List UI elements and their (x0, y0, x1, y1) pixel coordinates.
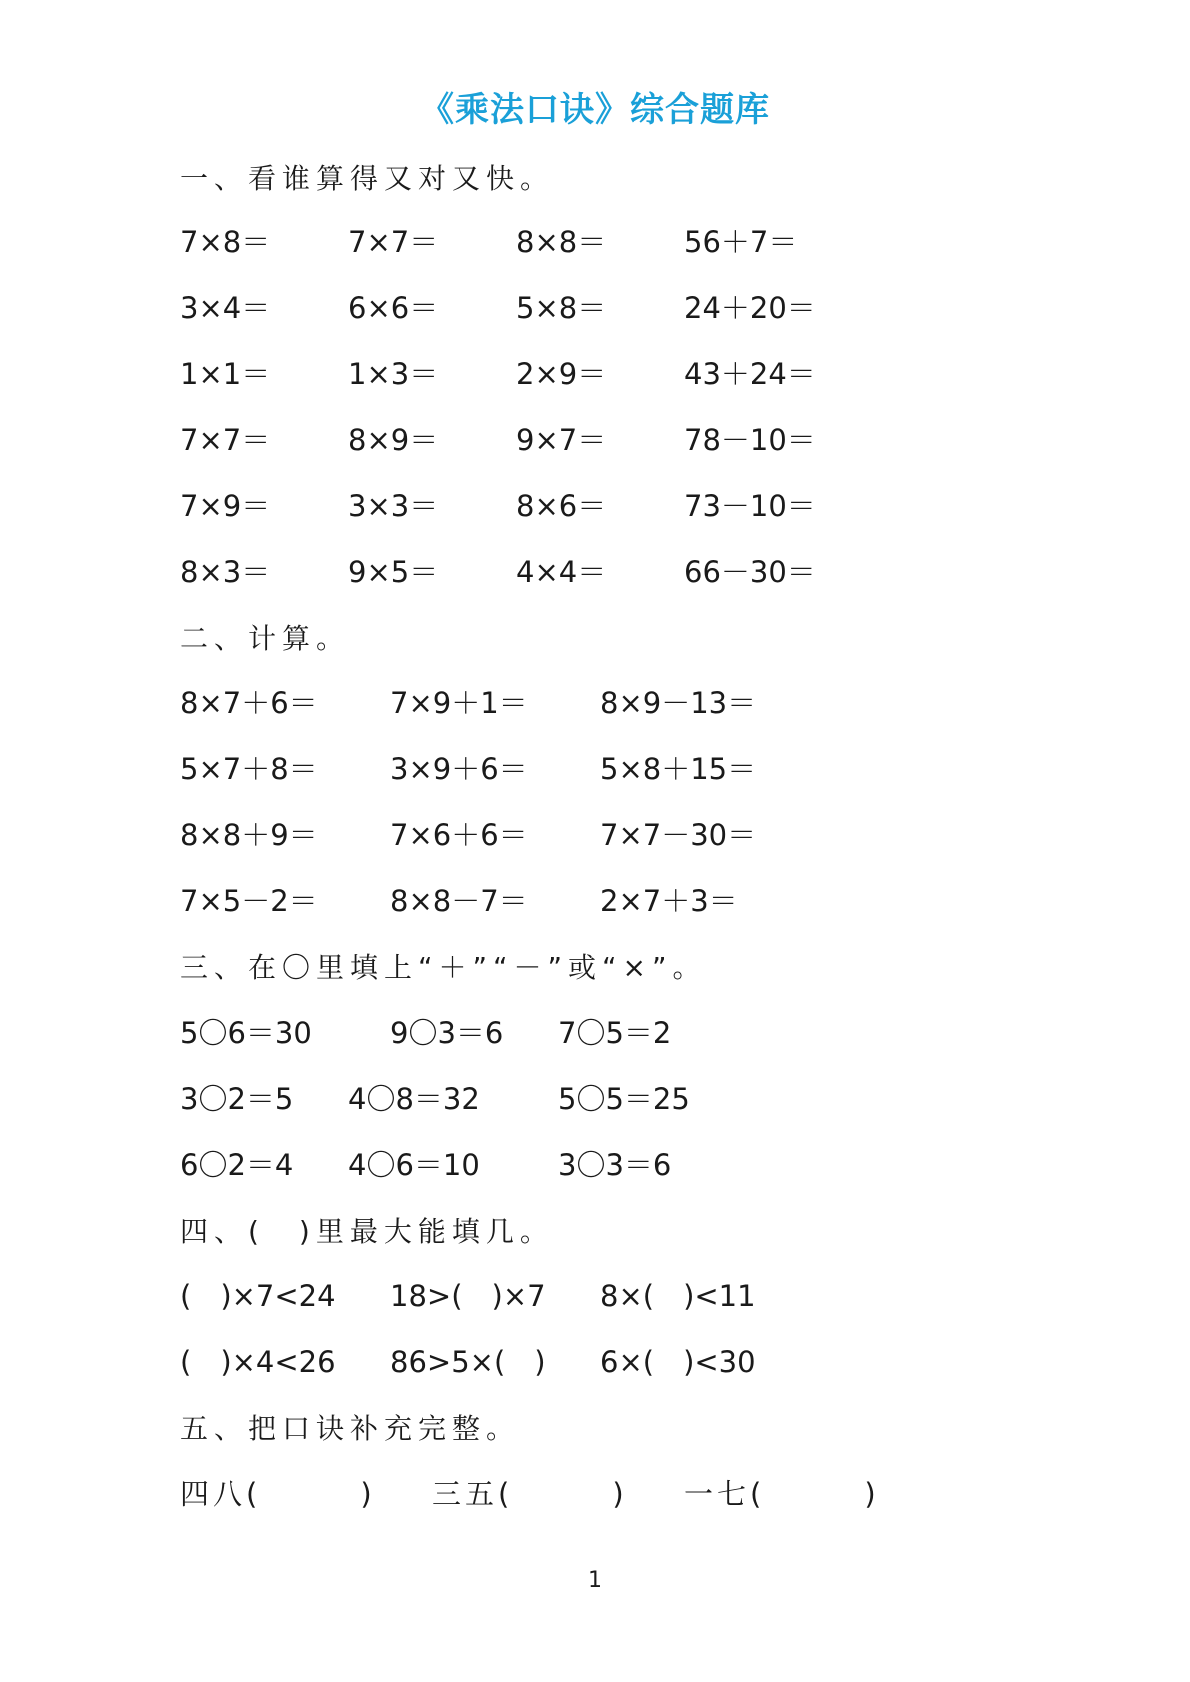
problem: 9×7＝ (516, 423, 607, 457)
problem: 7×7＝ (348, 225, 439, 259)
document-title: 《乘法口诀》综合题库 (420, 90, 770, 130)
problem: 8×3＝ (180, 555, 271, 589)
problem: 7×9＝ (180, 489, 271, 523)
problem: 5〇5＝25 (558, 1082, 690, 1116)
problem: 9×5＝ (348, 555, 439, 589)
problem: 5×8＋15＝ (600, 752, 757, 786)
problem: 7〇5＝2 (558, 1016, 672, 1050)
problem: 1×3＝ (348, 357, 439, 391)
problem: 8×9－13＝ (600, 686, 757, 720)
problem: 4×4＝ (516, 555, 607, 589)
problem: 3×3＝ (348, 489, 439, 523)
section-5-heading: 五、把口诀补充完整。 (180, 1412, 521, 1445)
problem: 7×7－30＝ (600, 818, 757, 852)
section-2-heading: 二、计算。 (180, 622, 351, 655)
problem: 8×8＋9＝ (180, 818, 318, 852)
problem: 6〇2＝4 (180, 1148, 294, 1182)
problem: 7×8＝ (180, 225, 271, 259)
problem: 73－10＝ (684, 489, 816, 523)
problem: 78－10＝ (684, 423, 816, 457)
problem: ( )×4<26 (180, 1345, 336, 1379)
problem: 三五( ) (432, 1477, 628, 1511)
section-4-heading: 四、( )里最大能填几。 (180, 1215, 554, 1248)
problem: 4〇8＝32 (348, 1082, 480, 1116)
problem: 四八( ) (180, 1477, 376, 1511)
problem: 3×4＝ (180, 291, 271, 325)
problem: 8×8－7＝ (390, 884, 528, 918)
problem: 86>5×( ) (390, 1345, 546, 1379)
problem: ( )×7<24 (180, 1279, 336, 1313)
problem: 2×9＝ (516, 357, 607, 391)
problem: 3×9＋6＝ (390, 752, 528, 786)
problem: 5〇6＝30 (180, 1016, 312, 1050)
problem: 8×6＝ (516, 489, 607, 523)
section-1-heading: 一、看谁算得又对又快。 (180, 162, 555, 195)
problem: 8×9＝ (348, 423, 439, 457)
problem: 2×7＋3＝ (600, 884, 738, 918)
problem: 9〇3＝6 (390, 1016, 504, 1050)
problem: 56＋7＝ (684, 225, 798, 259)
problem: 8×7＋6＝ (180, 686, 318, 720)
problem: 7×7＝ (180, 423, 271, 457)
problem: 6×6＝ (348, 291, 439, 325)
problem: 66－30＝ (684, 555, 816, 589)
problem: 3〇3＝6 (558, 1148, 672, 1182)
page-number: 1 (588, 1568, 602, 1593)
problem: 3〇2＝5 (180, 1082, 294, 1116)
problem: 5×8＝ (516, 291, 607, 325)
problem: 5×7＋8＝ (180, 752, 318, 786)
problem: 24＋20＝ (684, 291, 816, 325)
problem: 7×9＋1＝ (390, 686, 528, 720)
problem: 18>( )×7 (390, 1279, 546, 1313)
section-3-heading: 三、在〇里填上“＋”“－”或“×”。 (180, 951, 707, 984)
problem: 8×( )<11 (600, 1279, 756, 1313)
problem: 7×6＋6＝ (390, 818, 528, 852)
problem: 6×( )<30 (600, 1345, 756, 1379)
problem: 7×5－2＝ (180, 884, 318, 918)
problem: 1×1＝ (180, 357, 271, 391)
problem: 4〇6＝10 (348, 1148, 480, 1182)
problem: 一七( ) (684, 1477, 880, 1511)
problem: 43＋24＝ (684, 357, 816, 391)
problem: 8×8＝ (516, 225, 607, 259)
